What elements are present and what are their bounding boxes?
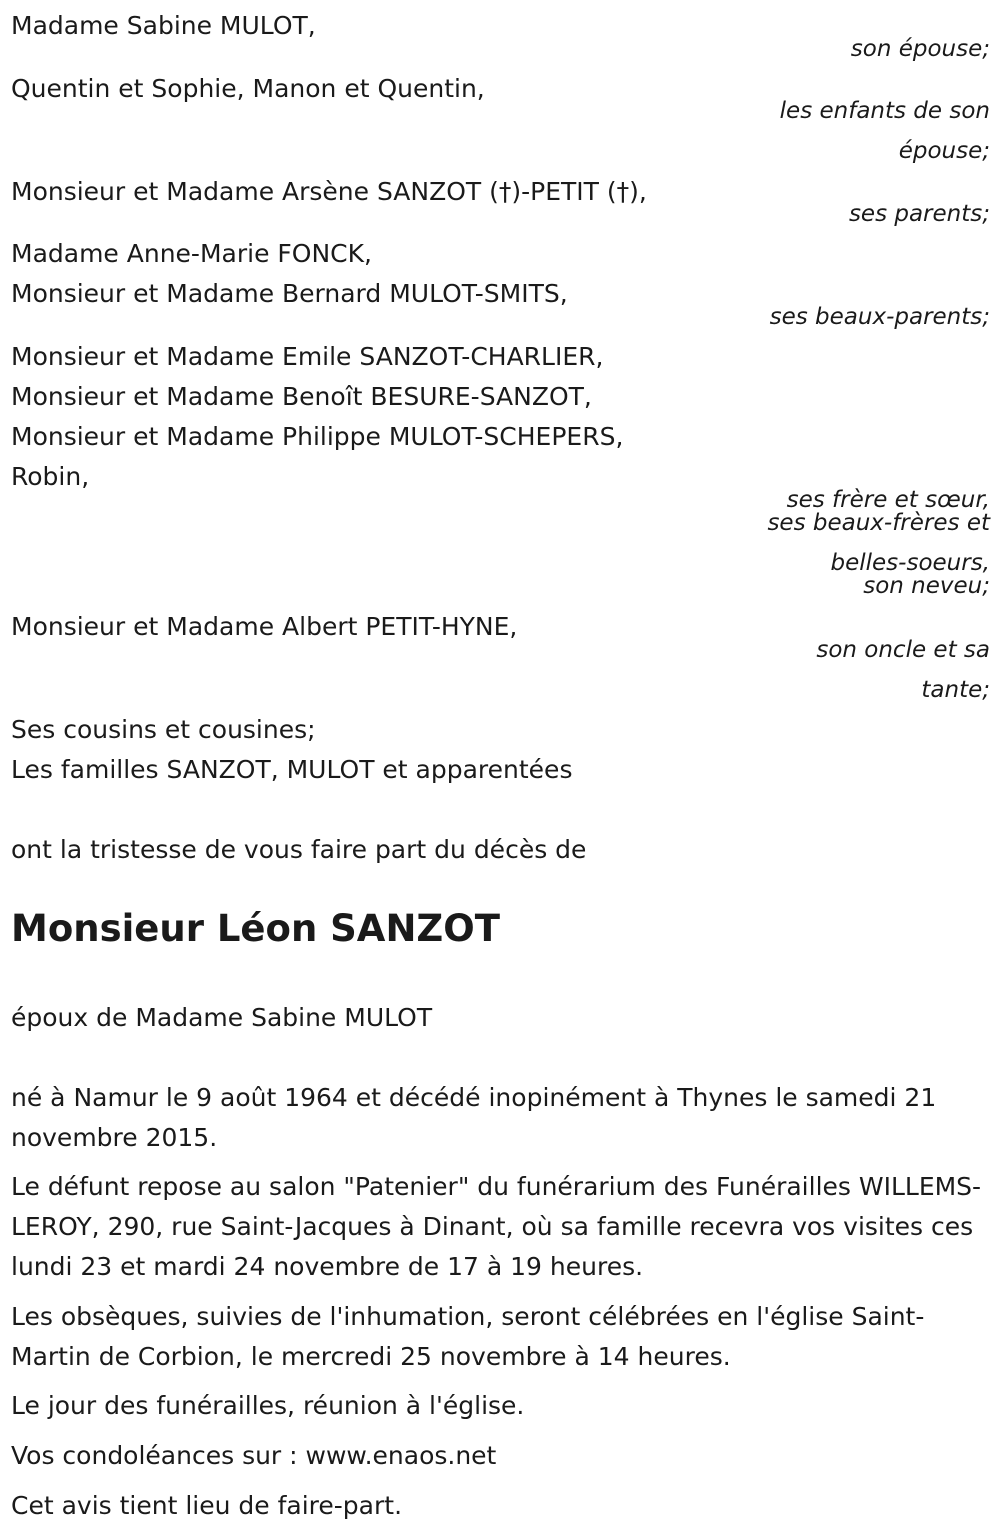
notice-paragraph: Cet avis tient lieu de faire-part. <box>11 1491 403 1520</box>
family-line-nephew: Robin, <box>11 462 90 491</box>
role-children-line1: les enfants de son <box>779 98 990 124</box>
family-line-sibling-2: Monsieur et Madame Benoît BESURE-SANZOT, <box>11 382 592 411</box>
role-uncle-aunt-line1: son oncle et sa <box>816 637 990 663</box>
family-line-uncle-aunt: Monsieur et Madame Albert PETIT-HYNE, <box>11 612 518 641</box>
role-spouse: son épouse; <box>850 36 990 62</box>
family-line-sibling-3: Monsieur et Madame Philippe MULOT-SCHEPERS, <box>11 422 624 451</box>
family-line-families: Les familles SANZOT, MULOT et apparentées <box>11 755 573 784</box>
role-siblings-line3: belles-soeurs, <box>830 550 990 576</box>
role-siblings-line4: son neveu; <box>863 573 990 599</box>
role-siblings-line2: ses beaux-frères et <box>767 510 990 536</box>
role-uncle-aunt-line2: tante; <box>921 677 990 703</box>
announcement-text: ont la tristesse de vous faire part du décès de <box>11 835 587 864</box>
visitation-paragraph: Le défunt repose au salon "Patenier" du funérarium des Funérailles WILLEMS-LEROY, 290, rue Saint-Jacques à Dinant, où sa famille recevra vos visites ces lundi 23 et mardi 24 novembre de 17 à 19 heures. <box>11 1172 982 1281</box>
deceased-name: Monsieur Léon SANZOT <box>11 907 500 950</box>
family-line-cousins: Ses cousins et cousines; <box>11 715 316 744</box>
family-line-parents: Monsieur et Madame Arsène SANZOT (†)-PETIT (†), <box>11 177 647 206</box>
family-line-spouse: Madame Sabine MULOT, <box>11 11 316 40</box>
birth-death-paragraph: né à Namur le 9 août 1964 et décédé inopinément à Thynes le samedi 21 novembre 2015. <box>11 1083 937 1152</box>
role-parents: ses parents; <box>848 201 990 227</box>
family-line-mother-in-law: Madame Anne-Marie FONCK, <box>11 239 372 268</box>
meeting-paragraph: Le jour des funérailles, réunion à l'église. <box>11 1391 525 1420</box>
condolences-link[interactable]: www.enaos.net <box>305 1441 497 1470</box>
funeral-paragraph: Les obsèques, suivies de l'inhumation, seront célébrées en l'église Saint-Martin de Corbion, le mercredi 25 novembre à 14 heures. <box>11 1302 925 1371</box>
family-line-parents-in-law: Monsieur et Madame Bernard MULOT-SMITS, <box>11 279 568 308</box>
condolences-paragraph <box>11 1436 991 1476</box>
condolences-prefix: Vos condoléances sur : <box>11 1441 306 1470</box>
family-line-children: Quentin et Sophie, Manon et Quentin, <box>11 74 485 103</box>
role-parents-in-law: ses beaux-parents; <box>769 304 990 330</box>
role-children-line2: épouse; <box>898 138 990 164</box>
family-line-sibling-1: Monsieur et Madame Emile SANZOT-CHARLIER, <box>11 342 604 371</box>
role-siblings-line1: ses frère et sœur, <box>786 487 990 513</box>
spouse-line: époux de Madame Sabine MULOT <box>11 1003 433 1032</box>
